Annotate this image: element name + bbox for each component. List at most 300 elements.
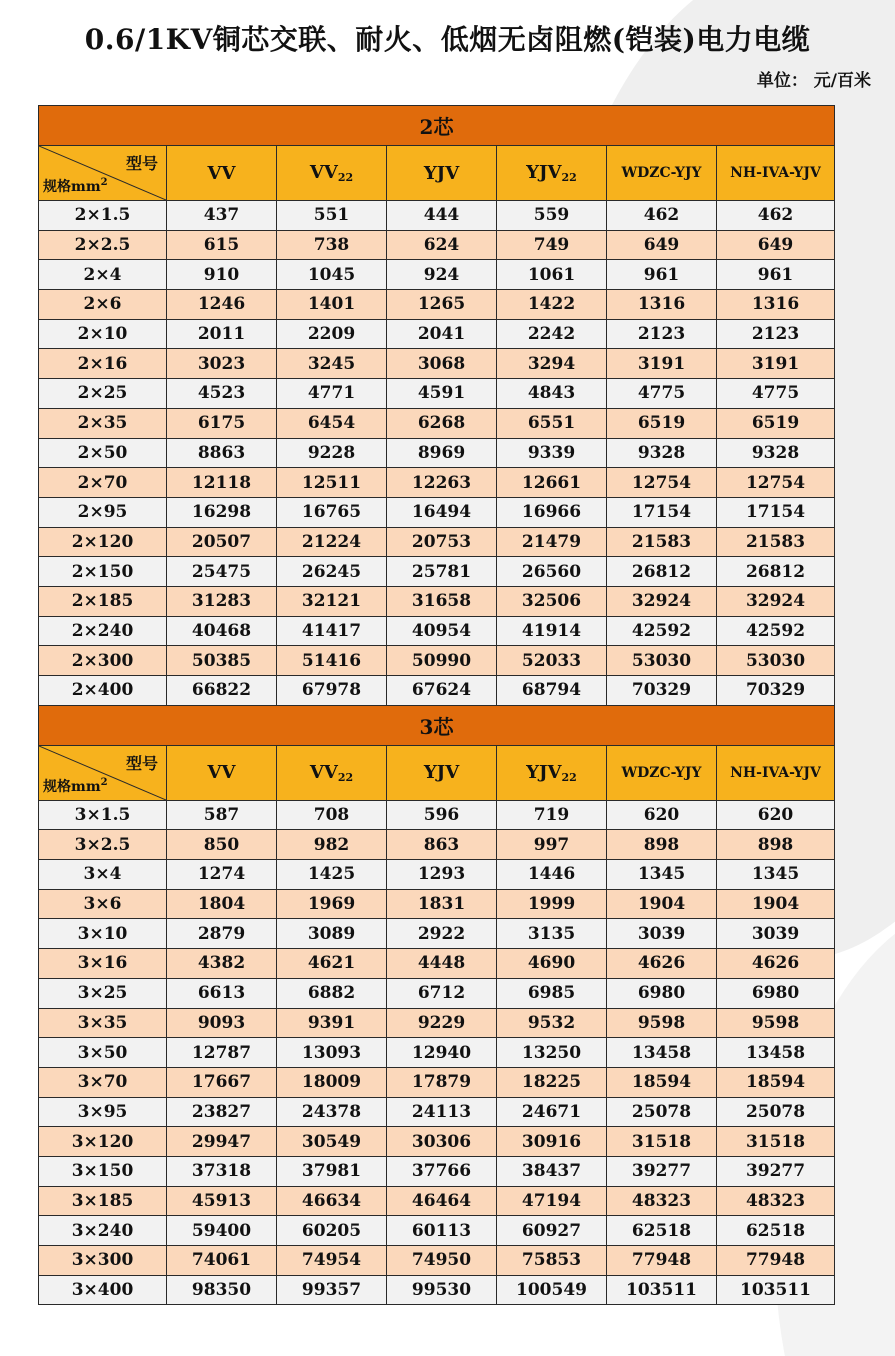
price-cell: 1293 [387,860,497,890]
price-cell: 32924 [717,586,835,616]
price-cell: 6712 [387,978,497,1008]
price-cell: 2209 [277,319,387,349]
price-cell: 42592 [607,616,717,646]
column-header: NH-IVA-YJV [717,146,835,201]
price-cell: 2922 [387,919,497,949]
spec-cell: 3×16 [39,949,167,979]
price-cell: 4621 [277,949,387,979]
spec-cell: 3×120 [39,1127,167,1157]
table-row [39,1067,835,1097]
price-cell: 898 [607,830,717,860]
price-cell: 24671 [497,1097,607,1127]
price-cell: 31283 [167,586,277,616]
table-row [39,1156,835,1186]
price-cell: 649 [607,230,717,260]
price-cell: 1422 [497,290,607,320]
price-cell: 3191 [717,349,835,379]
price-cell: 649 [717,230,835,260]
price-cell: 4626 [607,949,717,979]
price-cell: 42592 [717,616,835,646]
price-cell: 30549 [277,1127,387,1157]
price-cell: 31658 [387,586,497,616]
table-row [39,557,835,587]
price-cell: 26812 [607,557,717,587]
price-cell: 3294 [497,349,607,379]
price-cell: 30306 [387,1127,497,1157]
price-cell: 47194 [497,1186,607,1216]
price-cell: 4448 [387,949,497,979]
diagonal-header-cell [39,745,167,800]
price-cell: 74950 [387,1246,497,1276]
price-cell: 12263 [387,468,497,498]
diagonal-header-cell [39,146,167,201]
spec-cell: 3×1.5 [39,800,167,830]
price-cell: 39277 [607,1156,717,1186]
column-header-row [39,745,835,800]
price-cell: 8969 [387,438,497,468]
column-header: VV [167,146,277,201]
price-cell: 3039 [717,919,835,949]
spec-cell: 2×400 [39,676,167,706]
price-cell: 9229 [387,1008,497,1038]
table-row [39,497,835,527]
price-cell: 982 [277,830,387,860]
price-cell: 17154 [717,497,835,527]
price-cell: 70329 [607,676,717,706]
column-header-row [39,146,835,201]
price-cell: 444 [387,201,497,231]
price-cell: 4690 [497,949,607,979]
price-cell: 1345 [717,860,835,890]
price-cell: 37766 [387,1156,497,1186]
price-cell: 48323 [717,1186,835,1216]
price-cell: 18225 [497,1067,607,1097]
price-cell: 4626 [717,949,835,979]
price-cell: 4382 [167,949,277,979]
price-cell: 615 [167,230,277,260]
price-cell: 2041 [387,319,497,349]
price-cell: 46634 [277,1186,387,1216]
price-cell: 2123 [717,319,835,349]
price-cell: 31518 [717,1127,835,1157]
price-cell: 75853 [497,1246,607,1276]
spec-cell: 3×300 [39,1246,167,1276]
spec-cell: 2×120 [39,527,167,557]
price-cell: 17667 [167,1067,277,1097]
price-cell: 3191 [607,349,717,379]
price-cell: 74954 [277,1246,387,1276]
price-cell: 48323 [607,1186,717,1216]
price-cell: 3039 [607,919,717,949]
column-header: $YJV_{22}$ [497,745,607,800]
price-cell: 9093 [167,1008,277,1038]
price-cell: 863 [387,830,497,860]
spec-cell: 2×16 [39,349,167,379]
price-cell: 20507 [167,527,277,557]
spec-cell: 2×10 [39,319,167,349]
spec-cell: 2×35 [39,408,167,438]
spec-cell: 2×1.5 [39,201,167,231]
price-cell: 3068 [387,349,497,379]
spec-cell: 3×10 [39,919,167,949]
price-cell: 26560 [497,557,607,587]
price-cell: 1401 [277,290,387,320]
price-cell: 719 [497,800,607,830]
spec-cell: 3×4 [39,860,167,890]
price-cell: 4775 [607,379,717,409]
price-cell: 2879 [167,919,277,949]
price-cell: 26245 [277,557,387,587]
table-row [39,379,835,409]
table-row [39,260,835,290]
table-row [39,319,835,349]
price-cell: 437 [167,201,277,231]
price-cell: 961 [607,260,717,290]
price-cell: 9328 [717,438,835,468]
model-label: 型号 [125,753,158,773]
price-cell: 4775 [717,379,835,409]
price-cell: 41914 [497,616,607,646]
price-cell: 25078 [717,1097,835,1127]
price-cell: 13250 [497,1038,607,1068]
spec-cell: 2×185 [39,586,167,616]
model-label: 型号 [125,154,158,173]
price-cell: 59400 [167,1216,277,1246]
price-cell: 551 [277,201,387,231]
price-cell: 77948 [717,1246,835,1276]
price-cell: 25475 [167,557,277,587]
price-cell: 1045 [277,260,387,290]
section-header-row [39,705,835,745]
column-header: $YJV_{22}$ [497,146,607,201]
price-cell: 51416 [277,646,387,676]
price-cell: 68794 [497,676,607,706]
price-cell: 13093 [277,1038,387,1068]
price-cell: 103511 [607,1275,717,1305]
price-cell: 52033 [497,646,607,676]
price-cell: 40954 [387,616,497,646]
price-cell: 749 [497,230,607,260]
table-row [39,1097,835,1127]
price-cell: 20753 [387,527,497,557]
price-cell: 70329 [717,676,835,706]
price-cell: 23827 [167,1097,277,1127]
price-cell: 6175 [167,408,277,438]
price-cell: 6268 [387,408,497,438]
price-cell: 12940 [387,1038,497,1068]
price-cell: 620 [607,800,717,830]
spec-cell: 2×25 [39,379,167,409]
table-row [39,1246,835,1276]
price-cell: 6980 [607,978,717,1008]
price-cell: 2123 [607,319,717,349]
price-cell: 16298 [167,497,277,527]
table-row [39,527,835,557]
price-cell: 39277 [717,1156,835,1186]
price-cell: 4771 [277,379,387,409]
price-cell: 32506 [497,586,607,616]
price-cell: 9339 [497,438,607,468]
section-title: 3芯 [39,705,835,745]
spec-cell: 3×70 [39,1067,167,1097]
price-cell: 1265 [387,290,497,320]
price-cell: 1316 [717,290,835,320]
price-cell: 60113 [387,1216,497,1246]
price-cell: 66822 [167,676,277,706]
price-cell: 1061 [497,260,607,290]
price-cell: 3245 [277,349,387,379]
price-cell: 60927 [497,1216,607,1246]
price-cell: 53030 [607,646,717,676]
price-cell: 24378 [277,1097,387,1127]
price-cell: 12754 [607,468,717,498]
price-cell: 37318 [167,1156,277,1186]
price-cell: 587 [167,800,277,830]
price-cell: 1246 [167,290,277,320]
column-header: WDZC-YJY [607,745,717,800]
price-cell: 12511 [277,468,387,498]
price-cell: 67978 [277,676,387,706]
column-header: YJV [387,745,497,800]
price-cell: 13458 [607,1038,717,1068]
price-cell: 462 [717,201,835,231]
spec-cell: 3×185 [39,1186,167,1216]
table-row [39,889,835,919]
spec-cell: 2×6 [39,290,167,320]
price-table [38,105,835,1305]
price-cell: 29947 [167,1127,277,1157]
price-cell: 2011 [167,319,277,349]
price-cell: 62518 [717,1216,835,1246]
spec-cell: 2×4 [39,260,167,290]
price-cell: 67624 [387,676,497,706]
price-cell: 6613 [167,978,277,1008]
spec-cell: 2×70 [39,468,167,498]
table-row [39,616,835,646]
price-cell: 12661 [497,468,607,498]
price-cell: 32121 [277,586,387,616]
spec-cell: 2×150 [39,557,167,587]
price-cell: 60205 [277,1216,387,1246]
price-cell: 3023 [167,349,277,379]
column-header: NH-IVA-YJV [717,745,835,800]
price-cell: 898 [717,830,835,860]
price-cell: 46464 [387,1186,497,1216]
price-cell: 53030 [717,646,835,676]
price-cell: 1804 [167,889,277,919]
price-cell: 31518 [607,1127,717,1157]
price-cell: 16494 [387,497,497,527]
price-cell: 16765 [277,497,387,527]
spec-cell: 3×95 [39,1097,167,1127]
column-header: YJV [387,146,497,201]
table-row [39,1186,835,1216]
price-cell: 30916 [497,1127,607,1157]
price-cell: 99357 [277,1275,387,1305]
price-cell: 6882 [277,978,387,1008]
price-cell: 620 [717,800,835,830]
price-cell: 6519 [607,408,717,438]
table-row [39,1008,835,1038]
price-cell: 18009 [277,1067,387,1097]
column-header: WDZC-YJY [607,146,717,201]
price-cell: 4591 [387,379,497,409]
price-cell: 559 [497,201,607,231]
table-row [39,290,835,320]
table-row [39,201,835,231]
price-cell: 25781 [387,557,497,587]
price-cell: 850 [167,830,277,860]
price-cell: 961 [717,260,835,290]
price-cell: 9532 [497,1008,607,1038]
table-row [39,676,835,706]
price-cell: 98350 [167,1275,277,1305]
price-cell: 738 [277,230,387,260]
spec-cell: 2×95 [39,497,167,527]
price-cell: 6985 [497,978,607,1008]
price-cell: 9228 [277,438,387,468]
price-cell: 1999 [497,889,607,919]
spec-label: 规格$mm^2$ [43,776,108,795]
price-cell: 462 [607,201,717,231]
price-cell: 1345 [607,860,717,890]
table-row [39,949,835,979]
price-cell: 41417 [277,616,387,646]
price-cell: 13458 [717,1038,835,1068]
spec-label: 规格$mm^2$ [43,177,108,195]
table-row [39,408,835,438]
spec-cell: 2×50 [39,438,167,468]
price-cell: 6551 [497,408,607,438]
price-cell: 1904 [717,889,835,919]
spec-cell: 3×25 [39,978,167,1008]
price-cell: 50385 [167,646,277,676]
page-title: 0.6/1KV铜芯交联、耐火、低烟无卤阻燃(铠装)电力电缆 [84,23,811,56]
price-cell: 74061 [167,1246,277,1276]
column-header: VV [167,745,277,800]
section-header-row [39,106,835,146]
table-row [39,978,835,1008]
price-cell: 924 [387,260,497,290]
price-cell: 40468 [167,616,277,646]
price-cell: 103511 [717,1275,835,1305]
price-cell: 3089 [277,919,387,949]
price-cell: 12118 [167,468,277,498]
price-cell: 45913 [167,1186,277,1216]
price-cell: 910 [167,260,277,290]
price-cell: 21224 [277,527,387,557]
section-title: 2芯 [39,106,835,146]
table-body [39,106,835,1305]
price-cell: 16966 [497,497,607,527]
price-cell: 12787 [167,1038,277,1068]
price-cell: 1446 [497,860,607,890]
table-row [39,919,835,949]
table-row [39,349,835,379]
table-row [39,1038,835,1068]
price-cell: 596 [387,800,497,830]
price-cell: 708 [277,800,387,830]
price-cell: 12754 [717,468,835,498]
price-cell: 4843 [497,379,607,409]
price-cell: 6980 [717,978,835,1008]
price-cell: 3135 [497,919,607,949]
price-table-container [38,105,834,1305]
price-cell: 18594 [607,1067,717,1097]
price-cell: 6519 [717,408,835,438]
price-cell: 1831 [387,889,497,919]
price-cell: 624 [387,230,497,260]
price-cell: 24113 [387,1097,497,1127]
spec-cell: 3×50 [39,1038,167,1068]
price-cell: 25078 [607,1097,717,1127]
table-row [39,1216,835,1246]
price-cell: 2242 [497,319,607,349]
price-cell: 38437 [497,1156,607,1186]
price-cell: 99530 [387,1275,497,1305]
price-cell: 17154 [607,497,717,527]
price-cell: 21583 [607,527,717,557]
table-row [39,468,835,498]
spec-cell: 3×240 [39,1216,167,1246]
price-cell: 9598 [717,1008,835,1038]
table-row [39,646,835,676]
table-row [39,800,835,830]
price-cell: 9391 [277,1008,387,1038]
spec-cell: 3×6 [39,889,167,919]
price-cell: 9598 [607,1008,717,1038]
spec-cell: 3×2.5 [39,830,167,860]
table-row [39,438,835,468]
price-cell: 1316 [607,290,717,320]
price-cell: 62518 [607,1216,717,1246]
price-cell: 1969 [277,889,387,919]
price-cell: 32924 [607,586,717,616]
price-cell: 1904 [607,889,717,919]
price-cell: 8863 [167,438,277,468]
table-row [39,830,835,860]
price-cell: 37981 [277,1156,387,1186]
table-row [39,586,835,616]
price-cell: 997 [497,830,607,860]
price-cell: 1425 [277,860,387,890]
spec-cell: 2×300 [39,646,167,676]
spec-cell: 2×2.5 [39,230,167,260]
column-header: $VV_{22}$ [277,745,387,800]
price-cell: 17879 [387,1067,497,1097]
spec-cell: 3×35 [39,1008,167,1038]
unit-label: 单位： 元/百米 [756,71,871,91]
price-cell: 18594 [717,1067,835,1097]
price-cell: 9328 [607,438,717,468]
price-cell: 77948 [607,1246,717,1276]
price-cell: 21583 [717,527,835,557]
price-cell: 21479 [497,527,607,557]
spec-cell: 2×240 [39,616,167,646]
price-cell: 100549 [497,1275,607,1305]
price-cell: 4523 [167,379,277,409]
column-header: $VV_{22}$ [277,146,387,201]
price-cell: 50990 [387,646,497,676]
spec-cell: 3×400 [39,1275,167,1305]
price-cell: 6454 [277,408,387,438]
table-row [39,230,835,260]
spec-cell: 3×150 [39,1156,167,1186]
price-cell: 1274 [167,860,277,890]
table-row [39,860,835,890]
table-row [39,1275,835,1305]
table-row [39,1127,835,1157]
